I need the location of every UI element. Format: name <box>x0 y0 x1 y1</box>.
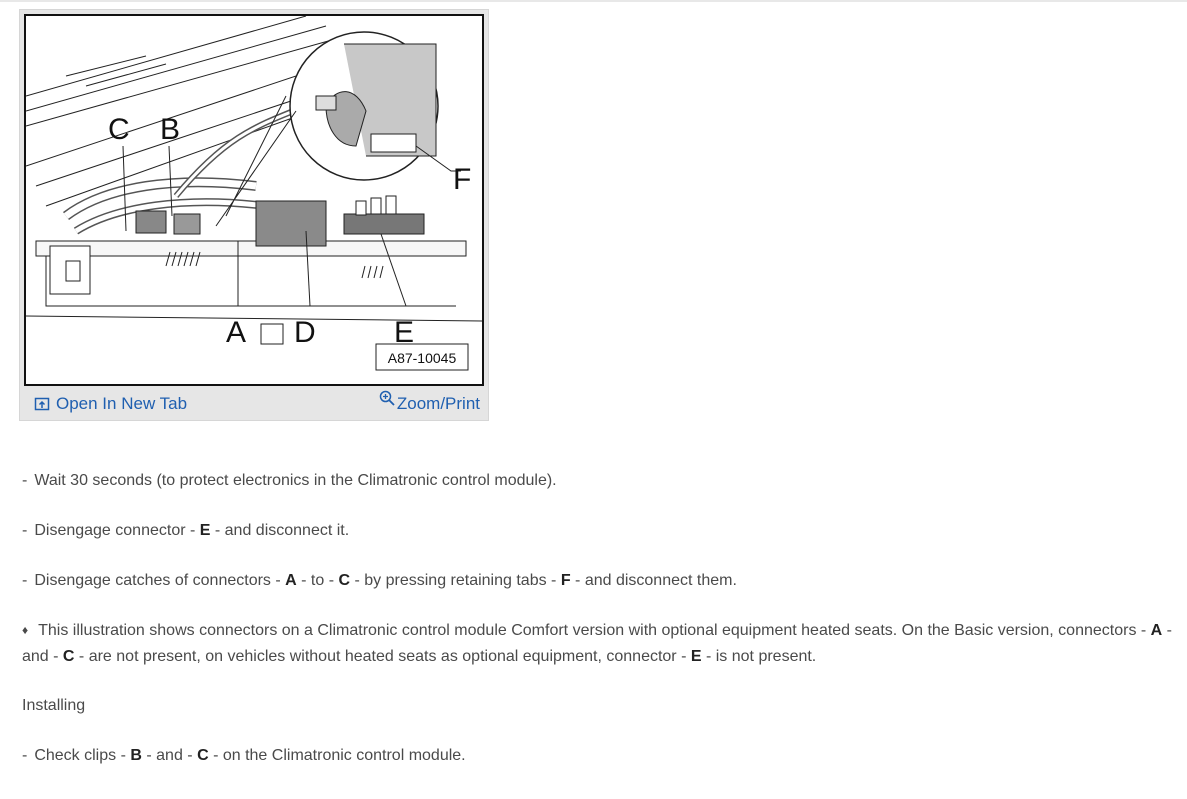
step-dash: - <box>22 747 28 764</box>
callout-e: E <box>394 316 415 349</box>
step-text: - and disconnect them. <box>570 572 737 589</box>
note-paragraph <box>22 618 1182 669</box>
note-text: - is not present. <box>701 648 817 665</box>
connector-ref: E <box>690 648 702 665</box>
open-in-new-tab-icon <box>34 396 50 412</box>
figure-toolbar <box>20 388 488 420</box>
step-text: - and - <box>141 747 198 764</box>
connector-ref: C <box>338 572 351 589</box>
connector-ref: A <box>285 572 297 589</box>
connector-ref: C <box>62 648 75 665</box>
callout-b: B <box>160 113 181 146</box>
connector-ref: E <box>199 522 211 539</box>
note-text: - are not present, on vehicles without heated seats as optional equipment, connector - <box>74 648 691 665</box>
zoom-print-label: Zoom/Print <box>396 394 480 413</box>
figure-container <box>19 9 489 421</box>
connector-ref: A <box>1150 622 1163 639</box>
open-in-new-tab-link[interactable] <box>34 394 187 414</box>
step-text: - by pressing retaining tabs - <box>350 572 561 589</box>
step-text: - to - <box>296 572 339 589</box>
open-in-new-tab-label: Open In New Tab <box>56 394 188 413</box>
step-dash: - <box>22 522 28 539</box>
callout-c: C <box>108 113 130 146</box>
note-text: This illustration shows connectors on a Climatronic control module Comfort version with optional equipment heated seats. On the Basic version, connectors - <box>38 622 1151 639</box>
connector-illustration <box>24 14 484 386</box>
top-divider <box>0 0 1187 2</box>
zoom-in-icon <box>379 390 395 406</box>
step-disengage-e <box>22 518 1182 543</box>
connector-ref: C <box>197 747 209 764</box>
zoom-print-link[interactable] <box>379 394 480 414</box>
step-text: Check clips - <box>34 747 131 764</box>
step-text: Disengage connector - <box>34 522 200 539</box>
callout-d: D <box>294 316 316 349</box>
step-text: Wait 30 seconds (to protect electronics in the Climatronic control module). <box>34 472 557 489</box>
note-text: - and - <box>22 622 1172 665</box>
figure-id: A87-10045 <box>387 350 457 366</box>
step-dash: - <box>22 572 28 589</box>
section-heading: Installing <box>22 697 86 714</box>
callout-a: A <box>226 316 247 349</box>
step-dash: - <box>22 472 28 489</box>
step-text: - and disconnect it. <box>210 522 350 539</box>
step-disengage-catches <box>22 568 1182 593</box>
connector-ref: B <box>130 747 142 764</box>
step-check-clips <box>22 743 1182 768</box>
step-text: Disengage catches of connectors - <box>34 572 286 589</box>
step-wait <box>22 468 1182 493</box>
step-text: - on the Climatronic control module. <box>208 747 466 764</box>
note-bullet: ♦ <box>22 623 29 637</box>
callout-f: F <box>453 163 472 196</box>
connector-ref: F <box>560 572 571 589</box>
